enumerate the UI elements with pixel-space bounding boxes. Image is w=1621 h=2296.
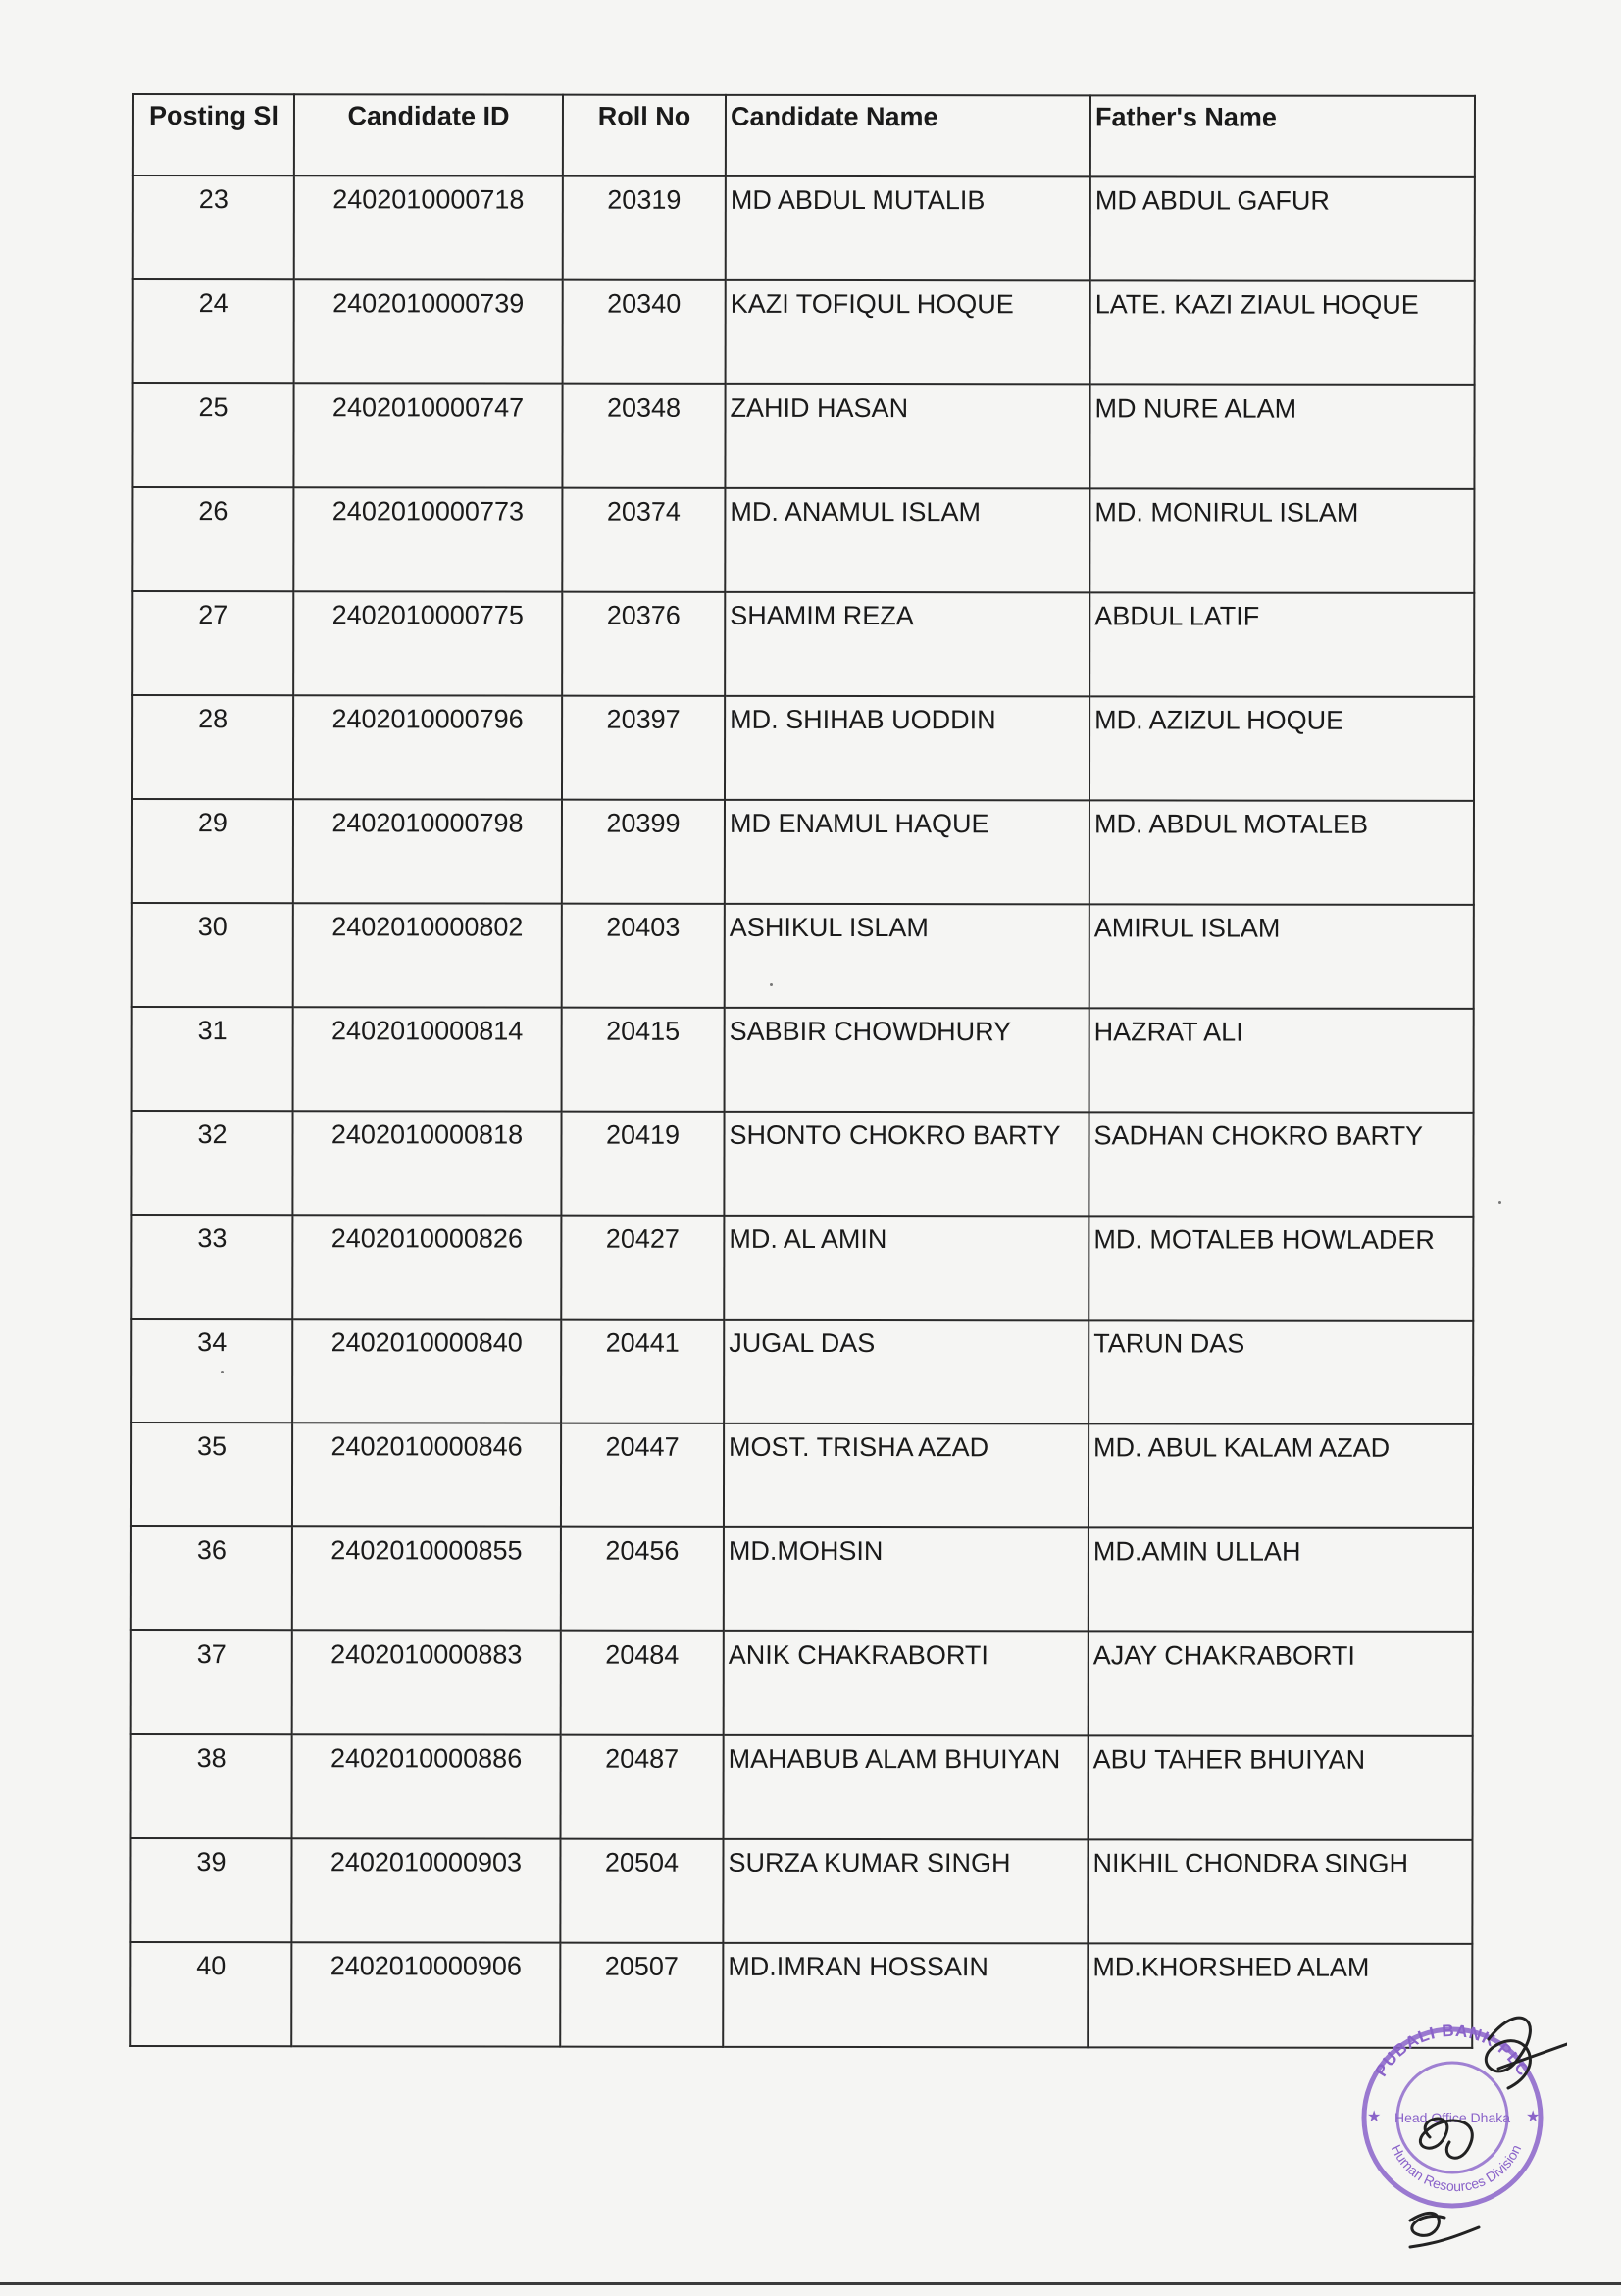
cell-fathers-name: ABDUL LATIF bbox=[1089, 592, 1474, 697]
table-row bbox=[130, 1838, 1472, 1944]
cell-candidate-id: 2402010000818 bbox=[292, 1111, 561, 1215]
cell-posting-sl: 33 bbox=[131, 1215, 292, 1319]
table-row bbox=[133, 175, 1475, 281]
cell-fathers-name: ABU TAHER BHUIYAN bbox=[1089, 1735, 1473, 1840]
seal-center-text: Head Office Dhaka bbox=[1393, 2110, 1511, 2125]
cell-fathers-name: AMIRUL ISLAM bbox=[1089, 904, 1474, 1009]
cell-fathers-name: MD.KHORSHED ALAM bbox=[1088, 1943, 1472, 2048]
seal-star-right: ★ bbox=[1526, 2109, 1541, 2125]
scan-speck bbox=[1498, 1201, 1501, 1204]
cell-posting-sl: 34 bbox=[131, 1319, 292, 1423]
cell-fathers-name: SADHAN CHOKRO BARTY bbox=[1089, 1112, 1473, 1217]
cell-fathers-name: MD. AZIZUL HOQUE bbox=[1089, 696, 1474, 801]
candidate-table bbox=[129, 93, 1476, 2049]
cell-roll-no: 20397 bbox=[562, 696, 725, 800]
cell-posting-sl: 40 bbox=[130, 1942, 291, 2046]
bank-seal-stamp bbox=[1351, 2000, 1567, 2265]
table-row bbox=[131, 1630, 1473, 1736]
cell-posting-sl: 39 bbox=[130, 1838, 291, 1942]
cell-posting-sl: 32 bbox=[131, 1111, 292, 1215]
cell-posting-sl: 37 bbox=[131, 1630, 292, 1734]
cell-candidate-id: 2402010000886 bbox=[292, 1734, 561, 1838]
cell-fathers-name: NIKHIL CHONDRA SINGH bbox=[1088, 1839, 1472, 1944]
cell-roll-no: 20319 bbox=[563, 176, 726, 280]
cell-roll-no: 20399 bbox=[562, 800, 725, 904]
cell-candidate-name: SHAMIM REZA bbox=[725, 592, 1089, 697]
cell-candidate-id: 2402010000773 bbox=[293, 487, 562, 591]
cell-candidate-name: SHONTO CHOKRO BARTY bbox=[724, 1112, 1089, 1217]
cell-candidate-id: 2402010000775 bbox=[293, 591, 562, 695]
cell-fathers-name: LATE. KAZI ZIAUL HOQUE bbox=[1090, 280, 1475, 385]
cell-posting-sl: 36 bbox=[131, 1526, 292, 1630]
header-fathers-name: Father's Name bbox=[1090, 95, 1475, 177]
cell-candidate-name: ZAHID HASAN bbox=[725, 384, 1089, 489]
cell-roll-no: 20340 bbox=[563, 280, 726, 384]
table-row bbox=[131, 1734, 1473, 1840]
cell-roll-no: 20487 bbox=[561, 1735, 724, 1839]
cell-roll-no: 20374 bbox=[562, 488, 725, 592]
cell-posting-sl: 27 bbox=[132, 591, 293, 695]
cell-roll-no: 20415 bbox=[562, 1008, 725, 1112]
cell-roll-no: 20441 bbox=[561, 1320, 724, 1423]
table-row bbox=[131, 1319, 1473, 1424]
cell-posting-sl: 30 bbox=[132, 903, 293, 1007]
scan-speck bbox=[770, 983, 773, 986]
cell-candidate-name: MD ENAMUL HAQUE bbox=[725, 800, 1089, 905]
cell-fathers-name: MD. MOTALEB HOWLADER bbox=[1089, 1216, 1473, 1321]
cell-fathers-name: MD. MONIRUL ISLAM bbox=[1089, 488, 1474, 593]
cell-candidate-name: SABBIR CHOWDHURY bbox=[725, 1008, 1089, 1113]
seal-top-text: PUBALI BANK PLC bbox=[1371, 2021, 1534, 2080]
cell-roll-no: 20376 bbox=[562, 592, 725, 696]
cell-posting-sl: 35 bbox=[131, 1423, 292, 1526]
cell-candidate-name: SURZA KUMAR SINGH bbox=[723, 1839, 1088, 1944]
page-bottom-rule bbox=[0, 2282, 1621, 2285]
cell-candidate-name: MD.MOHSIN bbox=[724, 1527, 1089, 1632]
table-row bbox=[132, 1007, 1474, 1113]
cell-candidate-id: 2402010000855 bbox=[292, 1526, 561, 1630]
table-row bbox=[133, 279, 1475, 385]
table-row bbox=[131, 1111, 1473, 1217]
cell-roll-no: 20348 bbox=[562, 384, 725, 488]
table-row bbox=[132, 487, 1474, 593]
cell-candidate-id: 2402010000798 bbox=[293, 799, 562, 903]
table-row bbox=[132, 695, 1474, 801]
cell-candidate-id: 2402010000906 bbox=[291, 1942, 560, 2046]
cell-roll-no: 20507 bbox=[560, 1943, 723, 2047]
cell-fathers-name: MD NURE ALAM bbox=[1089, 384, 1474, 489]
cell-candidate-id: 2402010000796 bbox=[293, 695, 562, 799]
cell-candidate-name: MD. ANAMUL ISLAM bbox=[725, 488, 1089, 593]
cell-roll-no: 20484 bbox=[561, 1631, 724, 1735]
cell-posting-sl: 25 bbox=[132, 383, 293, 487]
cell-roll-no: 20427 bbox=[561, 1216, 724, 1320]
cell-fathers-name: HAZRAT ALI bbox=[1089, 1008, 1474, 1113]
table-row bbox=[131, 1526, 1473, 1632]
seal-bottom-text: Human Resources Division bbox=[1388, 2141, 1525, 2195]
cell-candidate-name: ANIK CHAKRABORTI bbox=[724, 1631, 1089, 1736]
header-candidate-name: Candidate Name bbox=[726, 95, 1090, 177]
seal-graphic bbox=[1351, 2000, 1567, 2265]
cell-fathers-name: MD. ABUL KALAM AZAD bbox=[1089, 1423, 1473, 1528]
cell-fathers-name: MD.AMIN ULLAH bbox=[1089, 1527, 1473, 1632]
cell-candidate-id: 2402010000840 bbox=[292, 1319, 561, 1423]
table-row bbox=[132, 903, 1474, 1009]
cell-posting-sl: 29 bbox=[132, 799, 293, 903]
cell-posting-sl: 31 bbox=[132, 1007, 293, 1111]
table-row bbox=[132, 591, 1474, 697]
cell-candidate-id: 2402010000814 bbox=[293, 1007, 562, 1111]
cell-fathers-name: AJAY CHAKRABORTI bbox=[1089, 1631, 1473, 1736]
cell-candidate-id: 2402010000903 bbox=[291, 1838, 560, 1942]
cell-candidate-name: JUGAL DAS bbox=[724, 1320, 1089, 1424]
cell-candidate-name: MD. AL AMIN bbox=[724, 1216, 1089, 1321]
svg-text:PUBALI BANK PLC bbox=[1372, 2021, 1534, 2080]
table-row bbox=[132, 799, 1474, 905]
table-row bbox=[130, 1942, 1472, 2048]
cell-candidate-name: ASHIKUL ISLAM bbox=[725, 904, 1089, 1009]
table-row bbox=[132, 383, 1474, 489]
cell-candidate-id: 2402010000747 bbox=[293, 383, 562, 487]
cell-fathers-name: MD ABDUL GAFUR bbox=[1090, 176, 1475, 281]
cell-candidate-name: MD.IMRAN HOSSAIN bbox=[723, 1943, 1088, 2048]
header-posting-sl: Posting Sl bbox=[133, 94, 294, 175]
cell-roll-no: 20419 bbox=[561, 1112, 724, 1216]
cell-candidate-id: 2402010000846 bbox=[292, 1423, 561, 1526]
cell-posting-sl: 28 bbox=[132, 695, 293, 799]
cell-candidate-id: 2402010000802 bbox=[293, 903, 562, 1007]
cell-roll-no: 20504 bbox=[560, 1839, 723, 1943]
cell-candidate-name: MOST. TRISHA AZAD bbox=[724, 1423, 1089, 1528]
cell-roll-no: 20447 bbox=[561, 1423, 724, 1527]
signature bbox=[1410, 2018, 1567, 2247]
cell-candidate-id: 2402010000739 bbox=[294, 279, 563, 383]
header-candidate-id: Candidate ID bbox=[294, 94, 563, 175]
cell-candidate-id: 2402010000826 bbox=[292, 1215, 561, 1319]
cell-roll-no: 20403 bbox=[562, 904, 725, 1008]
cell-candidate-name: MD ABDUL MUTALIB bbox=[726, 176, 1090, 281]
cell-candidate-name: MD. SHIHAB UODDIN bbox=[725, 696, 1089, 801]
cell-roll-no: 20456 bbox=[561, 1527, 724, 1631]
table-row bbox=[131, 1423, 1473, 1528]
cell-fathers-name: TARUN DAS bbox=[1089, 1320, 1473, 1424]
table-header-row bbox=[133, 94, 1475, 177]
cell-candidate-id: 2402010000883 bbox=[292, 1630, 561, 1734]
header-roll-no: Roll No bbox=[563, 95, 726, 176]
scan-speck bbox=[221, 1371, 224, 1373]
cell-candidate-name: KAZI TOFIQUL HOQUE bbox=[726, 280, 1090, 385]
cell-posting-sl: 38 bbox=[131, 1734, 292, 1838]
cell-candidate-id: 2402010000718 bbox=[294, 175, 563, 279]
seal-star-left: ★ bbox=[1367, 2109, 1382, 2125]
cell-posting-sl: 23 bbox=[133, 175, 294, 279]
table-row bbox=[131, 1215, 1473, 1321]
cell-candidate-name: MAHABUB ALAM BHUIYAN bbox=[724, 1735, 1089, 1840]
cell-posting-sl: 26 bbox=[132, 487, 293, 591]
cell-fathers-name: MD. ABDUL MOTALEB bbox=[1089, 800, 1474, 905]
cell-posting-sl: 24 bbox=[133, 279, 294, 383]
